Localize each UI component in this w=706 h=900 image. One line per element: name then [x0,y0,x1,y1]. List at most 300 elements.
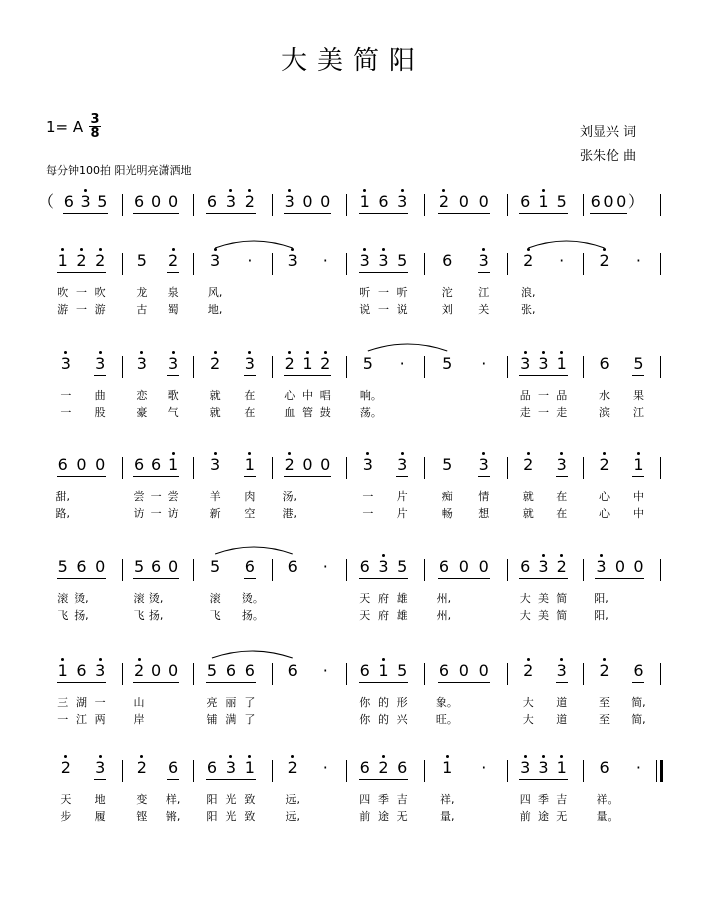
lyric-verse-2: 铿 [136,810,148,823]
lyric-verse-1: 祥。 [596,793,619,806]
lyric-verse-2: 无 [556,810,568,823]
lyric-verse-2: 气 [167,406,179,419]
underline-eighth [133,213,179,214]
lyric-verse-1: 唱 [319,389,331,402]
note: 0 [168,192,179,211]
barline [424,559,425,581]
lyric-verse-2: 一 [537,406,549,419]
lyric-verse-1: 四 [519,793,531,806]
underline-eighth [478,476,490,477]
note: 6 [133,192,145,211]
note: 3 [225,192,236,211]
octave-dot-high [382,554,385,557]
lyric-verse-1: 一 [362,490,374,503]
barline [583,194,584,216]
underline-eighth [359,682,408,683]
note: 3 [556,661,567,680]
lyric-verse-2: 路, [55,507,70,520]
lyric-verse-1: 沱 [441,286,453,299]
barline [507,253,508,275]
lyric-verse-2: 飞 [133,609,145,622]
note: 1 [244,758,255,777]
underline-eighth [133,476,179,477]
barline [122,663,123,685]
dot-extension: · [322,251,328,270]
note: 2 [284,455,295,474]
lyric-verse-2: 血 [284,406,296,419]
lyric-verse-1: 就 [522,490,534,503]
lyric-verse-1: 听 [396,286,408,299]
octave-dot-high [637,452,640,455]
note: 1 [378,661,389,680]
underline-eighth [57,476,106,477]
octave-dot-high [382,248,385,251]
note: 6 [206,758,218,777]
note: 0 [302,455,313,474]
octave-dot-high [542,755,545,758]
barline [272,663,273,685]
lyric-verse-2: 说 [359,303,371,316]
note: 5 [136,251,147,270]
barline [507,356,508,378]
lyric-verse-2: 飞 [209,609,221,622]
note: 6 [359,557,370,576]
barline [122,457,123,479]
note: 2 [60,758,71,777]
lyric-verse-1: 府 [377,592,389,605]
lyric-verse-1: 尝 [167,490,179,503]
underline-eighth [478,272,490,273]
lyric-verse-1: 吉 [556,793,568,806]
barline [193,356,194,378]
lyric-verse-1: 听 [359,286,371,299]
note: 0 [320,455,331,474]
note: 0 [458,661,469,680]
lyric-verse-2: 港, [282,507,297,520]
barline [583,253,584,275]
barline [122,253,123,275]
lyric-verse-1: 曲 [94,389,106,402]
note: 0 [168,557,179,576]
note: 0 [76,455,87,474]
lyric-verse-1: 痴 [441,490,453,503]
underline-eighth [63,213,109,214]
underline-eighth [359,272,408,273]
octave-dot-high [80,248,83,251]
barline [346,253,347,275]
note: 3 [556,455,567,474]
note: 0 [150,192,162,211]
note: 3 [95,661,106,680]
lyric-verse-1: 烫, [74,592,89,605]
note: 0 [458,557,469,576]
note: 1 [302,354,313,373]
note: 6 [520,192,531,211]
note: 1 [633,455,644,474]
note: 3 [397,455,408,474]
octave-dot-high [542,554,545,557]
underline-eighth [438,682,490,683]
time-signature-bottom: 8 [90,126,100,141]
lyric-verse-1: 大 [522,696,534,709]
note: 3 [136,354,147,373]
lyric-verse-1: 大 [519,592,531,605]
key-signature: 1= A [46,118,84,136]
lyric-verse-2: 心 [599,507,611,520]
underline-eighth [57,682,106,683]
lyric-verse-2: 蜀 [167,303,179,316]
lyric-verse-1: 形 [396,696,408,709]
note: 5 [633,354,644,373]
lyric-verse-2: 关 [478,303,490,316]
barline [583,760,584,782]
barline [424,253,425,275]
underline-eighth [632,476,644,477]
lyric-verse-1: 一 [75,286,87,299]
time-signature-top: 3 [90,112,100,127]
lyric-verse-2: 访 [167,507,179,520]
lyric-verse-1: 的 [377,696,389,709]
barline [193,760,194,782]
note: 5 [397,557,408,576]
dot-extension: · [481,354,487,373]
note: 3 [362,455,373,474]
lyric-verse-1: 汤, [282,490,297,503]
lyric-verse-2: 雄 [396,609,408,622]
note: 2 [523,251,534,270]
lyric-verse-2: 扬, [74,609,89,622]
lyric-verse-1: 致 [244,793,256,806]
lyric-verse-1: 歌 [167,389,179,402]
note: 6 [378,192,389,211]
lyric-verse-1: 心 [599,490,611,503]
lyric-verse-1: 季 [377,793,389,806]
lyric-verse-1: 在 [244,389,256,402]
lyric-verse-1: 一 [150,490,162,503]
lyric-verse-2: 扬。 [241,609,264,622]
lyric-verse-2: 新 [209,507,221,520]
lyric-verse-2: 在 [556,507,568,520]
lyric-verse-1: 烫。 [241,592,264,605]
barline [660,253,661,275]
note: 2 [523,661,534,680]
octave-dot-high [527,452,530,455]
lyric-verse-1: 象。 [435,696,458,709]
note: 6 [63,192,74,211]
note: 2 [133,661,145,680]
underline-eighth [244,578,256,579]
lyric-verse-1: 一 [60,389,72,402]
octave-dot-high [99,248,102,251]
lyric-verse-1: 烫, [148,592,164,605]
lyric-verse-2: 扬, [148,609,164,622]
lyric-verse-1: 肉 [244,490,256,503]
barline [346,356,347,378]
lyric-verse-2: 地, [207,303,223,316]
octave-dot-high [382,658,385,661]
barline [583,457,584,479]
octave-dot-high [401,452,404,455]
close-paren: ） [628,192,645,211]
barline [424,356,425,378]
note: 3 [378,557,389,576]
note: 6 [438,661,449,680]
note: 3 [80,192,91,211]
lyric-verse-2: 访 [133,507,145,520]
lyric-verse-2: 豪 [136,406,148,419]
note: 0 [478,192,489,211]
note: 1 [442,758,453,777]
lyric-verse-1: 江 [478,286,490,299]
underline-eighth [167,272,179,273]
lyric-verse-1: 天 [359,592,371,605]
lyric-verse-2: 就 [209,406,221,419]
octave-dot-high [446,755,449,758]
lyric-verse-2: 片 [396,507,408,520]
note: 6 [76,661,87,680]
lyric-verse-2: 府 [377,609,389,622]
note: 2 [599,661,610,680]
lyric-verse-2: 天 [359,609,371,622]
barline [660,457,661,479]
note: 6 [442,251,453,270]
lyric-verse-1: 中 [302,389,314,402]
note: 3 [284,192,295,211]
lyric-verse-2: 岸 [133,713,145,726]
note: 5 [397,251,408,270]
lyric-verse-2: 荡。 [359,406,382,419]
underline-eighth [632,682,644,683]
note: 3 [478,455,489,474]
note: 2 [523,455,534,474]
octave-dot-high [172,248,175,251]
note: 6 [287,661,298,680]
barline [193,194,194,216]
note: 5 [397,661,408,680]
lyric-verse-2: 量。 [596,810,619,823]
note: 6 [244,661,255,680]
lyric-verse-2: 管 [302,406,314,419]
lyric-verse-1: 阳, [594,592,609,605]
underline-eighth [359,578,408,579]
lyric-verse-1: 简 [556,592,568,605]
note: 3 [244,354,255,373]
lyric-verse-1: 简, [631,696,646,709]
dot-extension: · [635,758,641,777]
lyric-verse-1: 响。 [359,389,382,402]
barline [122,559,123,581]
lyric-verse-2: 一 [377,303,389,316]
note: 1 [538,192,549,211]
underline-eighth [284,213,332,214]
note: 5 [442,354,453,373]
note: 2 [210,354,221,373]
barline [507,559,508,581]
note: 2 [438,192,449,211]
underline-eighth [94,779,106,780]
lyric-verse-1: 远, [285,793,300,806]
lyric-verse-2: 刘 [441,303,453,316]
note: 0 [478,661,489,680]
underline-eighth [438,213,490,214]
note: 2 [287,758,298,777]
octave-dot-high [524,351,527,354]
note: 2 [76,251,87,270]
lyric-verse-1: 雄 [396,592,408,605]
barline [507,457,508,479]
lyricist-credit: 刘显兴 词 [580,125,637,140]
lyric-verse-2: 美 [537,609,549,622]
lyric-verse-1: 了 [244,696,256,709]
note: 3 [95,758,106,777]
lyric-verse-1: 道 [556,696,568,709]
note: 6 [599,758,610,777]
note: 5 [556,192,567,211]
note: 6 [438,557,449,576]
lyric-verse-2: 简, [631,713,646,726]
underline-eighth [556,476,568,477]
lyric-verse-1: 心 [284,389,296,402]
underline-eighth [206,682,256,683]
note: 2 [599,251,610,270]
lyric-verse-1: 季 [537,793,549,806]
underline-eighth [133,578,179,579]
underline-eighth [133,682,179,683]
octave-dot-high [382,755,385,758]
barline [272,457,273,479]
barline [122,760,123,782]
underline-eighth [632,375,644,376]
note: 0 [633,557,644,576]
lyric-verse-2: 走 [519,406,531,419]
lyric-verse-2: 江 [75,713,87,726]
lyric-verse-2: 说 [396,303,408,316]
note: 6 [150,557,162,576]
octave-dot-high [527,658,530,661]
lyric-verse-2: 游 [94,303,106,316]
note: 2 [168,251,179,270]
lyric-verse-2: 中 [632,507,644,520]
lyric-verse-1: 品 [519,389,531,402]
underline-eighth [519,375,567,376]
note: 6 [225,661,236,680]
underline-eighth [284,375,332,376]
lyric-verse-2: 远, [285,810,300,823]
note: 6 [359,661,370,680]
dot-extension: · [247,251,253,270]
octave-dot-high [214,351,217,354]
octave-dot-high [172,351,175,354]
note: 3 [596,557,607,576]
note: 2 [244,192,255,211]
note: 2 [378,758,389,777]
underline-eighth [244,375,256,376]
octave-dot-high [214,452,217,455]
lyric-verse-2: 股 [94,406,106,419]
note: 3 [359,251,370,270]
note: 2 [599,455,610,474]
note: 1 [57,251,68,270]
note: 5 [206,661,218,680]
barline [346,559,347,581]
underline-eighth [206,779,256,780]
note: 3 [210,251,221,270]
note: 1 [556,354,567,373]
lyric-verse-2: 州, [436,609,452,622]
barline [346,457,347,479]
lyric-verse-1: 滚 [57,592,69,605]
lyric-verse-1: 吹 [57,286,69,299]
lyric-verse-2: 空 [244,507,256,520]
note: 3 [397,192,408,211]
barline [272,559,273,581]
lyric-verse-2: 简 [556,609,568,622]
lyric-verse-1: 果 [632,389,644,402]
lyric-verse-1: 样, [165,793,181,806]
lyric-verse-2: 步 [60,810,72,823]
lyric-verse-2: 一 [150,507,162,520]
lyric-verse-2: 阳 [206,810,218,823]
lyric-verse-1: 吹 [94,286,106,299]
lyric-verse-1: 浪, [521,286,536,299]
note: 3 [168,354,179,373]
octave-dot-high [600,554,603,557]
octave-dot-high [99,658,102,661]
lyric-verse-2: 你 [359,713,371,726]
underline-eighth [359,213,408,214]
lyric-verse-1: 片 [396,490,408,503]
lyric-verse-2: 畅 [441,507,453,520]
underline-eighth [519,213,567,214]
final-barline-thin [656,760,657,782]
octave-dot-high [138,658,141,661]
barline [660,356,661,378]
barline [272,253,273,275]
note: 5 [133,557,145,576]
octave-dot-high [99,351,102,354]
note: 0 [168,661,179,680]
note: 0 [95,455,106,474]
lyric-verse-2: 道 [556,713,568,726]
note: 6 [599,354,610,373]
underline-eighth [438,578,490,579]
lyric-verse-2: 江 [632,406,644,419]
dot-extension: · [322,661,328,680]
lyric-verse-1: 甜, [55,490,70,503]
lyric-verse-2: 途 [377,810,389,823]
note: 6 [150,455,162,474]
lyric-verse-1: 中 [632,490,644,503]
lyric-verse-1: 品 [556,389,568,402]
lyric-verse-1: 天 [60,793,72,806]
lyric-verse-1: 一 [94,696,106,709]
barline [346,194,347,216]
composer-credit: 张朱伦 曲 [580,149,637,164]
note: 0 [478,557,489,576]
note: 0 [95,557,106,576]
note: 0 [614,557,626,576]
note: 3 [478,251,489,270]
lyric-verse-1: 一 [377,286,389,299]
lyric-verse-2: 铺 [206,713,218,726]
underline-eighth [519,779,567,780]
note: 6 [206,192,218,211]
note: 3 [225,758,236,777]
open-paren: （ [38,192,55,211]
underline-eighth [57,578,106,579]
barline [346,760,347,782]
lyric-verse-2: 的 [377,713,389,726]
